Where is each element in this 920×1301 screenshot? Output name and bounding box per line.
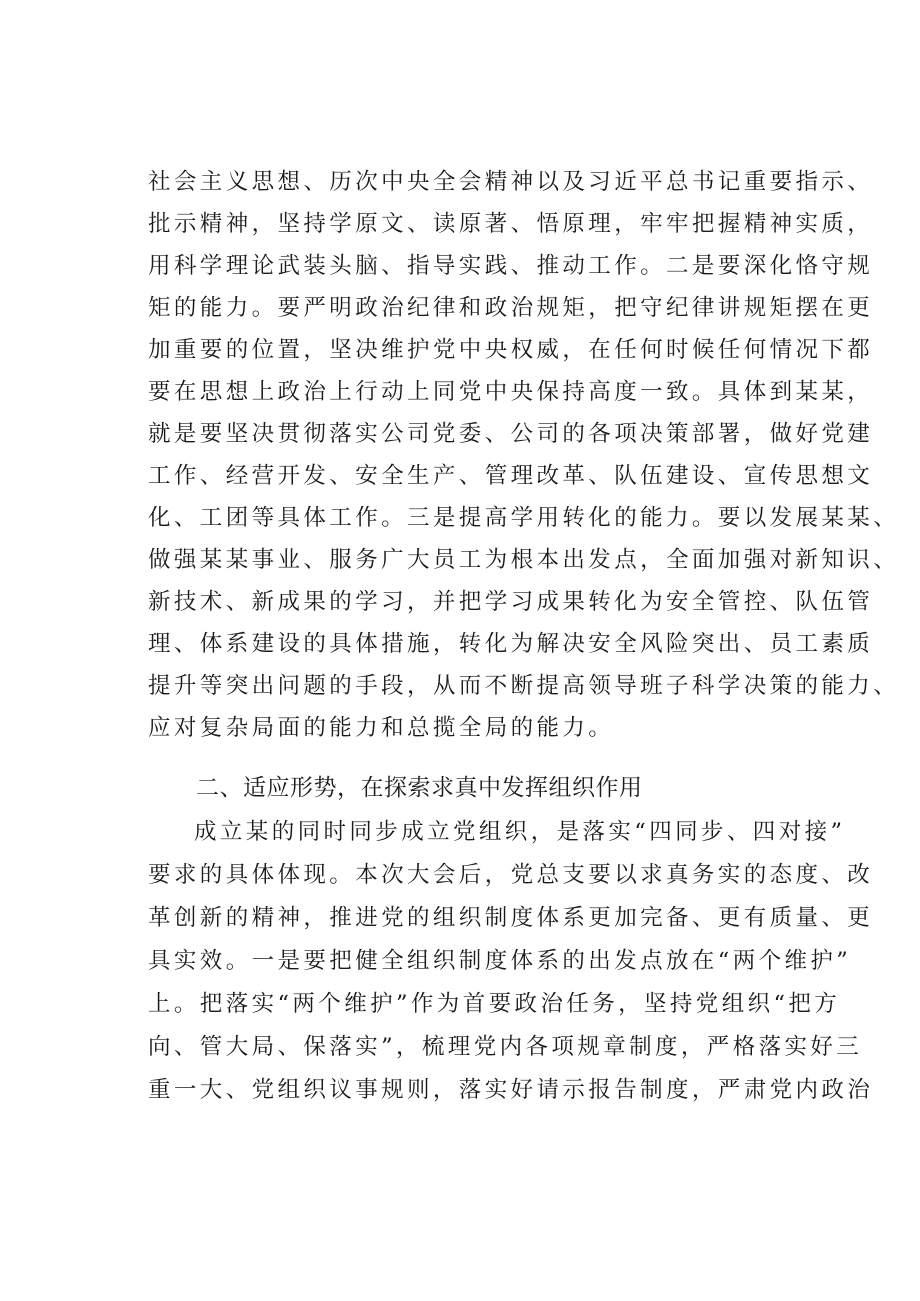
paragraph-line: 批示精神，坚持学原文、读原著、悟原理，牢牢把握精神实质， [148, 211, 874, 237]
paragraph-line: 成立某的同时同步成立党组织，是落实“四同步、四对接” [194, 819, 846, 845]
paragraph-line: 工作、经营开发、安全生产、管理改革、队伍建设、宣传思想文 [148, 463, 874, 489]
paragraph-line: 用科学理论武装头脑、指导实践、推动工作。二是要深化恪守规 [148, 253, 874, 279]
paragraph-line: 上。把落实“两个维护”作为首要政治任务，坚持党组织“把方 [148, 991, 841, 1017]
paragraph-line: 具实效。一是要把健全组织制度体系的出发点放在“两个维护” [148, 948, 852, 974]
paragraph-line: 革创新的精神，推进党的组织制度体系更加完备、更有质量、更 [148, 905, 874, 931]
section-heading: 二、适应形势，在探索求真中发挥组织作用 [196, 775, 643, 801]
paragraph-line: 提升等突出问题的手段，从而不断提高领导班子科学决策的能力、 [148, 673, 900, 699]
paragraph-line: 加重要的位置，坚决维护党中央权威，在任何时候任何情况下都 [148, 337, 874, 363]
paragraph-line: 做强某某事业、服务广大员工为根本出发点，全面加强对新知识、 [148, 547, 900, 573]
paragraph-line: 要求的具体体现。本次大会后，党总支要以求真务实的态度、改 [148, 862, 874, 888]
paragraph-line: 向、管大局、保落实”，梳理党内各项规章制度，严格落实好三 [148, 1034, 863, 1060]
paragraph-line: 化、工团等具体工作。三是提高学用转化的能力。要以发展某某、 [148, 505, 900, 531]
paragraph-line: 理、体系建设的具体措施，转化为解决安全风险突出、员工素质 [148, 631, 874, 657]
paragraph-line: 应对复杂局面的能力和总揽全局的能力。 [148, 715, 615, 741]
paragraph-line: 就是要坚决贯彻落实公司党委、公司的各项决策部署，做好党建 [148, 421, 874, 447]
paragraph-line: 社会主义思想、历次中央全会精神以及习近平总书记重要指示、 [148, 169, 874, 195]
paragraph-line: 矩的能力。要严明政治纪律和政治规矩，把守纪律讲规矩摆在更 [148, 295, 874, 321]
paragraph-line: 新技术、新成果的学习，并把学习成果转化为安全管控、队伍管 [148, 589, 874, 615]
paragraph-line: 要在思想上政治上行动上同党中央保持高度一致。具体到某某， [148, 379, 874, 405]
paragraph-line: 重一大、党组织议事规则，落实好请示报告制度，严肃党内政治 [148, 1077, 874, 1103]
